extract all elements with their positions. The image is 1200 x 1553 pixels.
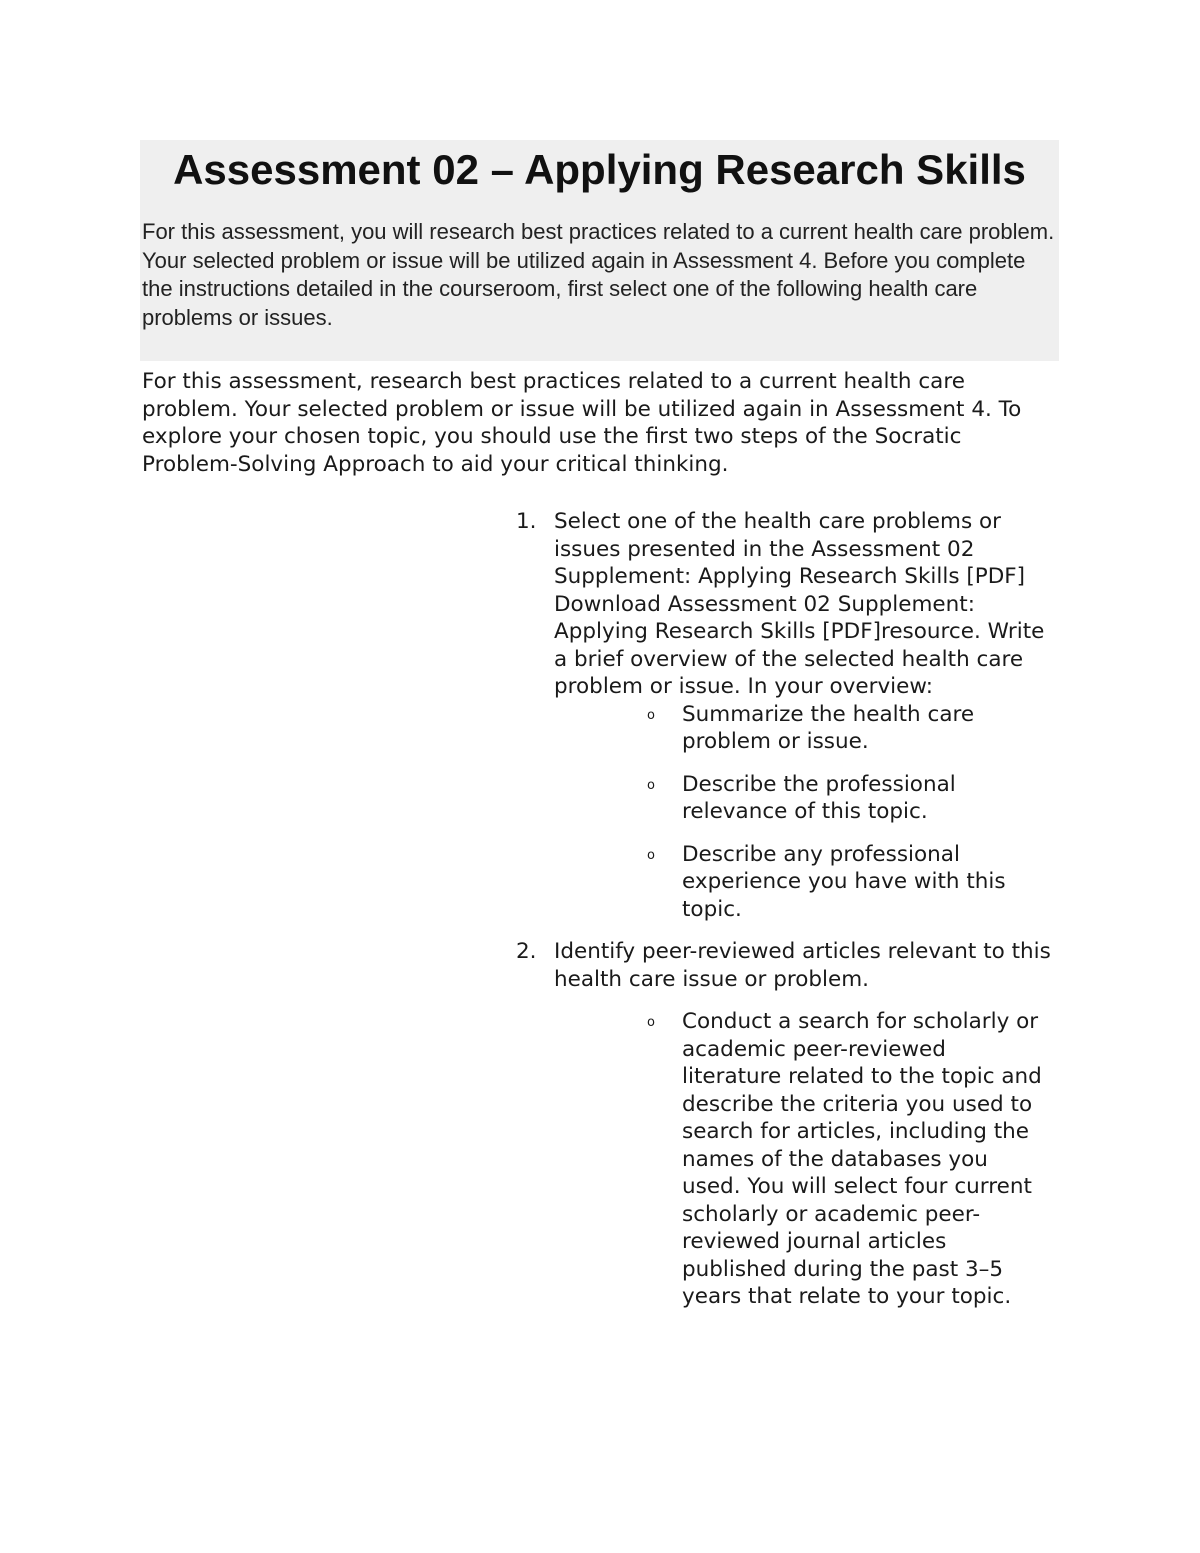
subitem-text: Conduct a search for scholarly or academic peer-reviewed literature related to the topic and describe the criteria you used to search for articles, including the names of the databases you used. You will select four current scholarly or academic peer-reviewed journal articles published during the past 3–5 years that relate to your topic. [682, 1009, 1042, 1309]
page-title: Assessment 02 – Applying Research Skills [173, 146, 1026, 193]
subitem [647, 701, 1052, 756]
subitem-text: Describe the professional relevance of this topic. [682, 771, 956, 824]
step-number: 2. [516, 939, 537, 964]
lead-paragraph [142, 368, 1057, 478]
subitem [647, 771, 1052, 826]
step-subitems [554, 1008, 1060, 1311]
step-number: 1. [516, 509, 537, 534]
subitem [647, 1008, 1052, 1311]
step-text: Select one of the health care problems or issues presented in the Assessment 02 Supplement: Applying Research Skills [PDF] Download Assessment 02 Supplement: Applying Research Skills [PDF]resource. Write a brief overview of the selected health care problem or issue. In your overview: [554, 509, 1045, 699]
bullet-icon: o [647, 707, 655, 723]
bullet-icon: o [647, 847, 655, 863]
subitem-text: Summarize the health care problem or issue. [682, 701, 975, 754]
intro-paragraph: Your selected problem or issue will be utilized again in Assessment 4. Before you complete the instructions detailed in the courseroom, first select one of the following health care problems or issues. [142, 247, 1026, 330]
lead-text: For this assessment, research best practices related to a current health care problem. Your selected problem or issue will be utilized again in Assessment 4. To explore your chosen topic, you should use the first two steps of the Socratic Problem-Solving Approach to aid your critical thinking. [142, 369, 1022, 477]
steps-list [510, 508, 1060, 1311]
step-subitems [554, 701, 1060, 924]
subitem-text: Describe any professional experience you have with this topic. [682, 841, 1006, 922]
step-item [510, 938, 1060, 1311]
bullet-icon: o [647, 1015, 655, 1030]
assignment-header [140, 140, 1059, 361]
step-text: Identify peer-reviewed articles relevant to this health care issue or problem. [554, 939, 1051, 992]
bullet-icon: o [647, 777, 655, 793]
step-item [510, 508, 1060, 923]
intro-text [142, 218, 1058, 332]
subitem [647, 841, 1052, 924]
intro-paragraph: For this assessment, you will research best practices related to a current health care problem. [142, 219, 1055, 244]
